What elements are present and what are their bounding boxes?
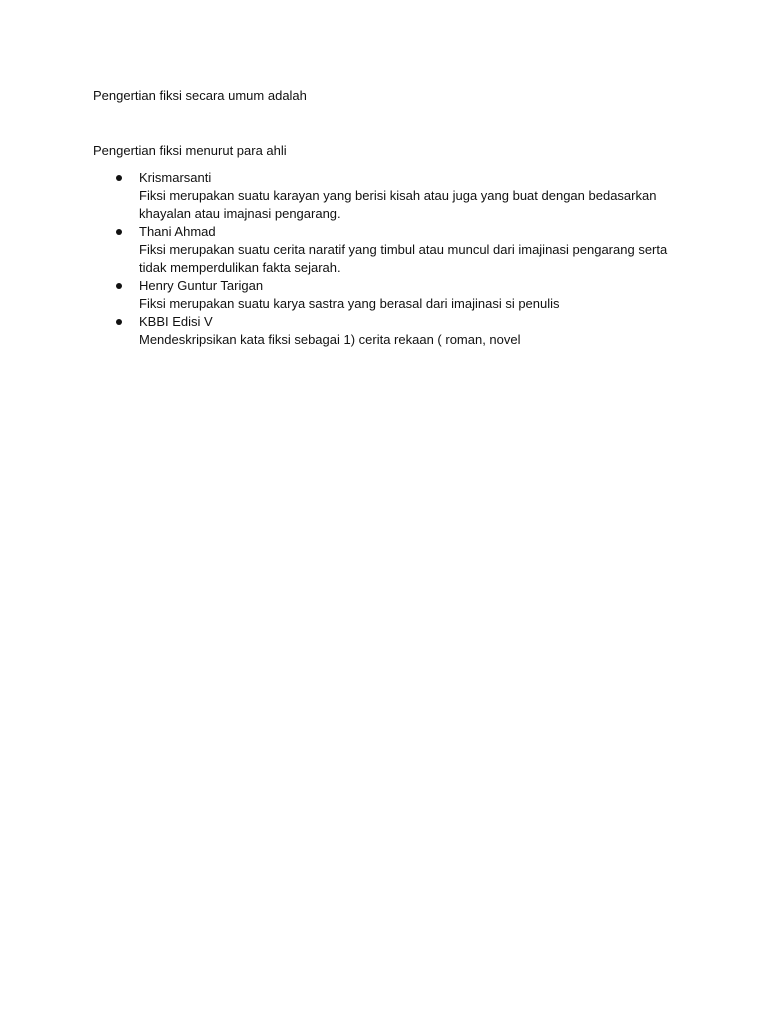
list-item bbox=[93, 223, 693, 277]
paragraph-expert-definitions: Pengertian fiksi menurut para ahli bbox=[93, 143, 287, 158]
expert-list bbox=[93, 169, 693, 349]
expert-description: khayalan atau imajnasi pengarang. bbox=[139, 206, 341, 221]
paragraph-general-definition: Pengertian fiksi secara umum adalah bbox=[93, 88, 307, 103]
bullet-icon bbox=[116, 229, 122, 235]
expert-name: Thani Ahmad bbox=[139, 224, 216, 239]
bullet-icon bbox=[116, 319, 122, 325]
bullet-icon bbox=[116, 175, 122, 181]
list-item bbox=[93, 313, 693, 349]
expert-description: Fiksi merupakan suatu cerita naratif yang timbul atau muncul dari imajinasi pengarang serta bbox=[139, 242, 668, 257]
expert-description: Fiksi merupakan suatu karya sastra yang berasal dari imajinasi si penulis bbox=[139, 296, 560, 311]
expert-name: KBBI Edisi V bbox=[139, 314, 213, 329]
list-item bbox=[93, 277, 693, 313]
bullet-icon bbox=[116, 283, 122, 289]
expert-description: tidak memperdulikan fakta sejarah. bbox=[139, 260, 341, 275]
expert-description: Mendeskripsikan kata fiksi sebagai 1) cerita rekaan ( roman, novel bbox=[139, 332, 521, 347]
list-item bbox=[93, 169, 693, 223]
expert-name: Henry Guntur Tarigan bbox=[139, 278, 264, 293]
expert-description: Fiksi merupakan suatu karayan yang berisi kisah atau juga yang buat dengan bedasarkan bbox=[139, 188, 657, 203]
expert-name: Krismarsanti bbox=[139, 170, 212, 185]
